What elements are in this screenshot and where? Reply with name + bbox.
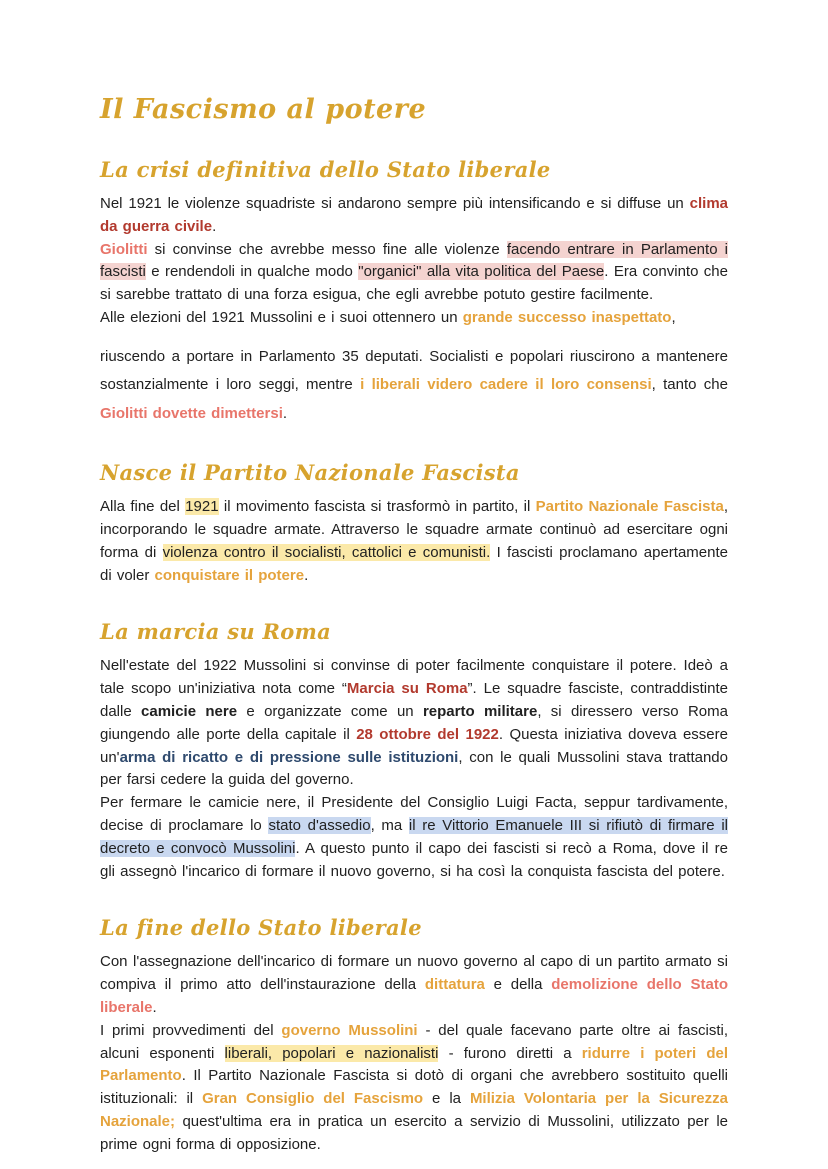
text-run: - furono diretti a: [438, 1044, 582, 1062]
section-heading: La fine dello Stato liberale: [100, 915, 422, 941]
text-run-orange: conquistare il potere: [154, 566, 305, 584]
text-run-orange: dittatura: [424, 976, 485, 994]
text-run: , si diressero verso Roma giungendo alle porte della capitale il: [100, 703, 728, 743]
text-run: Con l'assegnazione dell'incarico di formare un nuovo governo al capo di un partito armato si compiva il primo atto dell'instaurazione della: [100, 953, 728, 994]
text-run: Per fermare le camicie nere, il Presidente del Consiglio Luigi Facta, seppur tardivamente, decise di proclamare lo: [100, 794, 728, 835]
text-run-hl-yellow: liberali, popolari e nazionalisti: [224, 1044, 439, 1062]
paragraph: [100, 193, 728, 239]
text-run-hl-blue: il re Vittorio Emanuele III si rifiutò di firmare il decreto e convocò Mussolini: [100, 817, 728, 857]
text-run: ,: [671, 308, 676, 326]
text-run: . A questo punto il capo dei fascisti si recò a Roma, dove il re gli assegnò l'incarico di formare il nuovo governo, si ha così la conquista fascista del potere.: [100, 839, 728, 880]
text-run: - del quale facevano parte oltre ai fascisti, alcuni esponenti: [100, 1021, 728, 1062]
section: [100, 460, 728, 587]
text-run: ”. Le squadre fasciste, contraddistinte dalle: [100, 680, 728, 721]
paragraph: [100, 307, 728, 330]
text-run-orange: Gran Consiglio del Fascismo: [202, 1090, 424, 1108]
text-run-hl-yellow: violenza contro il socialisti, cattolici e comunisti.: [162, 543, 491, 561]
text-run-coral: Giolitti dovette dimettersi: [100, 404, 283, 422]
text-run-bold: reparto militare: [422, 703, 538, 721]
paragraph: [100, 239, 728, 307]
page-title: Il Fascismo al potere: [100, 94, 427, 125]
text-run: e la: [423, 1090, 470, 1108]
text-run-hl-blue: stato d'assedio: [268, 817, 371, 835]
text-run-orange: i liberali videro cadere il loro consensi: [360, 376, 652, 394]
text-run-darkred: 28 ottobre del 1922: [356, 725, 499, 743]
text-run: I primi provvedimenti del: [100, 1021, 282, 1039]
section-heading: La marcia su Roma: [100, 619, 332, 645]
text-run: . Era convinto che si sarebbe trattato di una forza esigua, che egli avrebbe potuto gestire facilmente.: [100, 263, 728, 304]
text-run-darkred: Marcia su Roma: [346, 680, 468, 698]
paragraph: [100, 655, 728, 792]
section: [100, 157, 728, 428]
text-run: e rendendoli in qualche modo: [145, 263, 359, 281]
text-run-hl-pink: facendo entrare in Parlamento i fascisti: [100, 240, 728, 281]
text-run: , incorporando le squadre armate. Attraverso le squadre armate continuò ad esercitare ogni forma di: [100, 498, 729, 561]
text-run: e organizzate come un: [237, 703, 423, 721]
paragraph: [100, 343, 728, 429]
text-run-orange: governo Mussolini: [281, 1021, 418, 1039]
text-run-orange: Milizia Volontaria per la Sicurezza Nazionale;: [100, 1090, 728, 1131]
paragraph: [100, 951, 728, 1019]
text-run: I fascisti proclamano apertamente di voler: [100, 543, 729, 584]
sections: [100, 157, 728, 1157]
text-run: si convinse che avrebbe messo fine alle violenze: [147, 240, 507, 258]
text-run-orange: ridurre i poteri del Parlamento: [100, 1044, 729, 1085]
text-run: .: [212, 217, 217, 235]
text-run: .: [282, 404, 288, 422]
text-run-coral: Giolitti: [100, 240, 148, 258]
text-run: .: [152, 999, 157, 1017]
text-run-navy: arma di ricatto e di pressione sulle istituzioni: [119, 748, 459, 766]
text-run: , ma: [370, 817, 409, 835]
section-heading: Nasce il Partito Nazionale Fascista: [100, 460, 520, 486]
text-run-hl-yellow: 1921: [185, 498, 219, 516]
text-run: . Questa iniziativa doveva essere un': [100, 725, 728, 766]
text-run: Alla fine del: [100, 498, 186, 516]
section: [100, 915, 728, 1156]
text-run: Alle elezioni del 1921 Mussolini e i suoi ottennero un: [100, 308, 463, 326]
text-run: , tanto che: [651, 376, 728, 394]
section-heading: La crisi definitiva dello Stato liberale: [100, 157, 551, 182]
text-run: il movimento fascista si trasformò in partito, il: [218, 498, 536, 516]
paragraph: [100, 496, 728, 587]
paragraph: [100, 1020, 728, 1157]
text-run: riuscendo a portare in Parlamento 35 deputati. Socialisti e popolari riuscirono a mantenere sostanzialmente i loro seggi, mentre: [100, 347, 728, 394]
text-run: Nel 1921 le violenze squadriste si andarono sempre più intensificando e si diffuse un: [100, 195, 690, 212]
text-run: quest'ultima era in pratica un esercito a servizio di Mussolini, utilizzato per le prime ogni forma di opposizione.: [100, 1113, 728, 1153]
paragraph: [100, 792, 728, 883]
section: [100, 619, 728, 883]
text-run-darkred: clima da guerra civile: [100, 195, 728, 235]
text-run: e della: [484, 976, 552, 994]
text-run-bold: camicie nere: [141, 703, 238, 721]
text-run: Nell'estate del 1922 Mussolini si convinse di poter facilmente conquistare il potere. Ideò a tale scopo un'iniziativa nota come “: [100, 657, 728, 698]
text-run: , con le quali Mussolini stava trattando per farsi cedere la guida del governo.: [100, 748, 728, 789]
text-run: . Il Partito Nazionale Fascista si dotò di organi che avrebbero sostituito quelli istituzionali: il: [100, 1067, 728, 1108]
text-run-orange: Partito Nazionale Fascista: [535, 498, 724, 516]
text-run-hl-pink: "organici" alla vita politica del Paese: [358, 263, 605, 281]
text-run-coral: demolizione dello Stato liberale: [100, 976, 729, 1017]
text-run-orange: grande successo inaspettato: [462, 308, 672, 326]
text-run: .: [304, 566, 309, 584]
